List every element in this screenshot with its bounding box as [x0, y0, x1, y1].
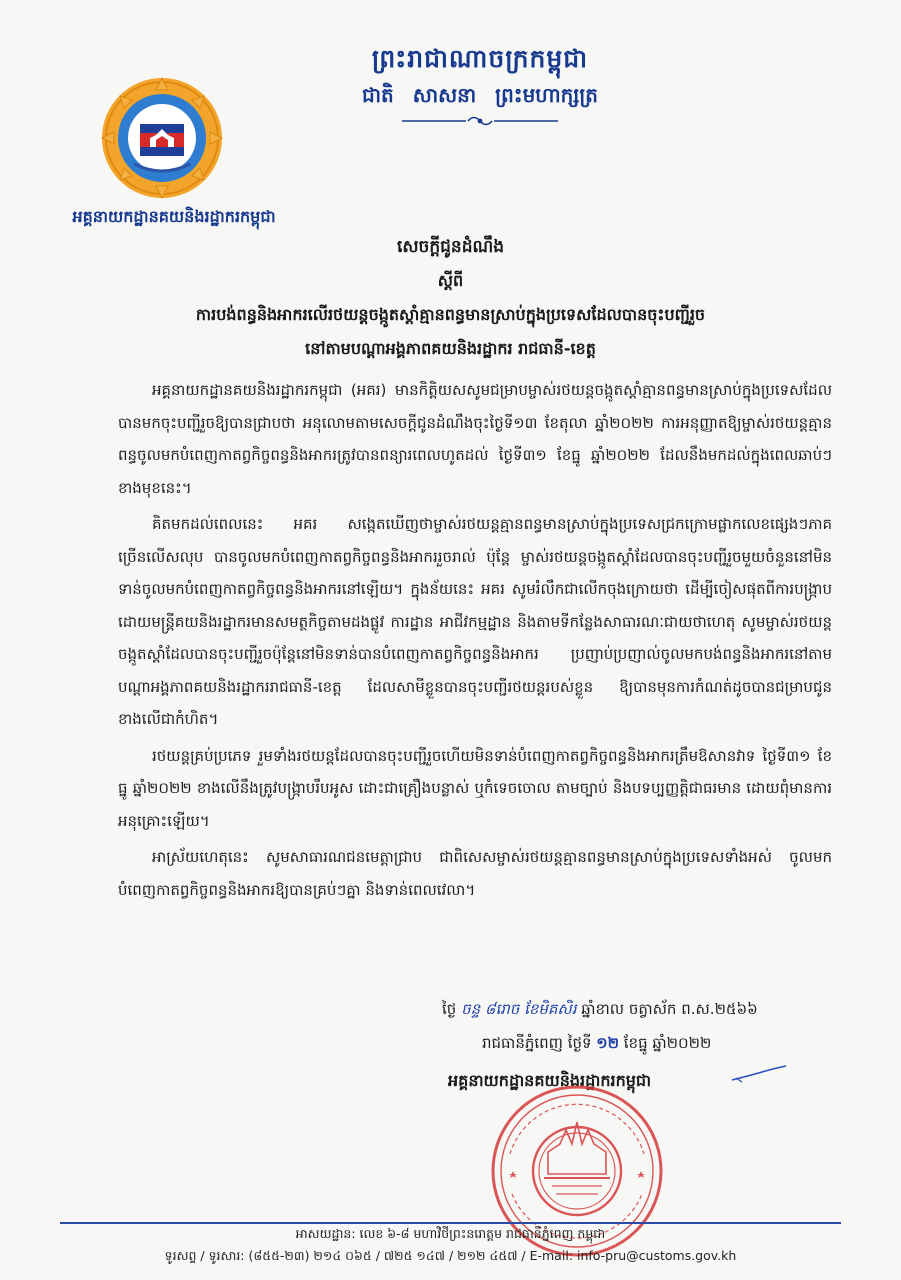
kingdom-heading: ព្រះរាជាណាចក្រកម្ពុជា	[371, 44, 589, 73]
national-motto: ជាតិ សាសនា ព្រះមហាក្សត្រ	[362, 83, 598, 107]
divider-ornament-icon	[396, 112, 564, 128]
paragraph-4: អាស្រ័យហេតុនេះ សូមសាធារណជនមេត្តាជ្រាប ជាពិសេសម្ចាស់រថយន្តគ្មានពន្ធមានស្រាប់ក្នុងប្រទេសទាំងអស់ ចូលមកបំពេញកាតព្វកិច្ចពន្ធនិងអាករឱ្យបានគ្រប់ៗគ្នា និងទាន់ពេលវេលា។	[118, 848, 832, 899]
signature-stroke-icon	[728, 1064, 788, 1084]
notice-subject-scope: នៅតាមបណ្ដាអង្គភាពគយនិងរដ្ឋាករ រាជធានី-ខេត្ត	[305, 339, 596, 358]
lunar-date	[442, 1000, 842, 1022]
paragraph-3: រថយន្តគ្រប់ប្រភេទ រួមទាំងរថយន្តដែលបានចុះបញ្ជីរួចហើយមិនទាន់បំពេញកាតព្វកិច្ចពន្ធនិងអាករត្រឹមឱសានវាទ ថ្ងៃទី៣១ ខែធ្នូ ឆ្នាំ២០២២ ខាងលើនឹងត្រូវបង្ក្រាបរឹបអូស ដោះជាគ្រឿងបន្លាស់ ឬកំទេចចោល តាមច្បាប់ និងបទប្បញ្ញត្តិជាធរមាន ដោយពុំមានការអនុគ្រោះឡើយ។	[118, 746, 832, 830]
solar-date-day: ១២	[596, 1034, 620, 1052]
signatory-title: អគ្គនាយកដ្ឋានគយនិងរដ្ឋាករកម្ពុជា	[448, 1071, 652, 1090]
solar-date	[482, 1034, 842, 1056]
paragraph-1: អគ្គនាយកដ្ឋានគយនិងរដ្ឋាករកម្ពុជា (អគរ) មានកិត្តិយសសូមជម្រាបម្ចាស់រថយន្តចង្កូតស្ដាំគ្មានពន្ធមានស្រាប់ក្នុងប្រទេសដែលបានមកចុះបញ្ជីរួចឱ្យបានជ្រាបថា អនុលោមតាមសេចក្ដីជូនដំណឹងចុះថ្ងៃទី១៣ ខែតុលា ឆ្នាំ២០២២ ការអនុញ្ញាតឱ្យម្ចាស់រថយន្តគ្មានពន្ធចូលមកបំពេញកាតព្វកិច្ចពន្ធនិងអាករត្រូវបានពន្យារពេលហូតដល់ ថ្ងៃទី៣១ ខែធ្នូ ឆ្នាំ២០២២ ដែលនឹងមកដល់ក្នុងពេលឆាប់ៗខាងមុខនេះ។	[118, 381, 832, 497]
footer-divider	[60, 1222, 841, 1224]
notice-title: សេចក្ដីជូនដំណឹង	[396, 237, 505, 257]
lunar-date-handwritten: ចន្ទ ៨រោច ខែមិគសិរ	[461, 1000, 577, 1018]
lunar-date-prefix: ថ្ងៃ	[442, 1000, 457, 1018]
paragraph-2: គិតមកដល់ពេលនេះ អគរ សង្កេតឃើញថាម្ចាស់រថយន្តគ្មានពន្ធមានស្រាប់ក្នុងប្រទេសជ្រកក្រោមផ្លាកលេខផ្សេងៗភាគច្រើនលើសលុប បានចូលមកបំពេញកាតព្វកិច្ចពន្ធនិងអាកររួចរាល់ ប៉ុន្តែ ម្ចាស់រថយន្តចង្កូតស្ដាំដែលបានចុះបញ្ជីរួចមួយចំនួននៅមិនទាន់ចូលមកបំពេញកាតព្វកិច្ចពន្ធនិងអាករនៅឡើយ។ ក្នុងន័យនេះ អគរ សូមរំលឹកជាលើកចុងក្រោយថា ដើម្បីចៀសផុតពីការបង្ក្រាបដោយមន្ត្រីគយនិងរដ្ឋាករមានសមត្ថកិច្ចតាមដងផ្លូវ ការដ្ឋាន អាជីវកម្មដ្ឋាន និងតាមទីកន្លែងសាធារណៈជាយថាហេតុ សូមម្ចាស់រថយន្តចង្កូតស្ដាំដែលបានចុះបញ្ជីរួចប៉ុន្តែនៅមិនទាន់បានបំពេញកាតព្វកិច្ចពន្ធនិងអាករ ប្រញាប់ប្រញាល់ចូលមកបង់ពន្ធនិងអាករនៅតាមបណ្ដាអង្គភាពគយនិងរដ្ឋាកររាជធានី-ខេត្ត ដែលសាមីខ្លួនបានចុះបញ្ជីរថយន្តរបស់ខ្លួន ឱ្យបានមុនការកំណត់ដូចបានជម្រាបជូនខាងលើជាកំហិត។	[118, 515, 832, 728]
customs-logo-icon	[100, 76, 224, 200]
notice-subject: ការបង់ពន្ធនិងអាករលើរថយន្តចង្កូតស្ដាំគ្មានពន្ធមានស្រាប់ក្នុងប្រទេសដែលបានចុះបញ្ជីរួច	[195, 305, 706, 324]
solar-date-prefix: រាជធានីភ្នំពេញ ថ្ងៃទី	[482, 1034, 592, 1052]
footer-address: អាសយដ្ឋាន: លេខ ៦-៨ មហាវិថីព្រះនរោត្តម រាជធានីភ្នំពេញ កម្ពុជា	[295, 1226, 606, 1241]
notice-body	[118, 374, 832, 906]
solar-date-suffix: ខែធ្នូ ឆ្នាំ២០២២	[623, 1034, 712, 1052]
department-name: អគ្គនាយកដ្ឋានគយនិងរដ្ឋាករកម្ពុជា	[72, 207, 276, 226]
notice-subject-label: ស្ដីពី	[437, 271, 464, 290]
lunar-date-suffix: ឆ្នាំខាល ចត្វាស័ក ព.ស.២៥៦៦	[581, 1000, 758, 1018]
footer-contact: ទូរសព្ទ / ទូរសារ: (៨៥៥-២៣) ២១៤ ០៦៥ / ៧២៥ ១៤៧ / ២១២ ៤៥៧ / E-mail: info-pru@customs.gov.kh	[164, 1248, 737, 1263]
